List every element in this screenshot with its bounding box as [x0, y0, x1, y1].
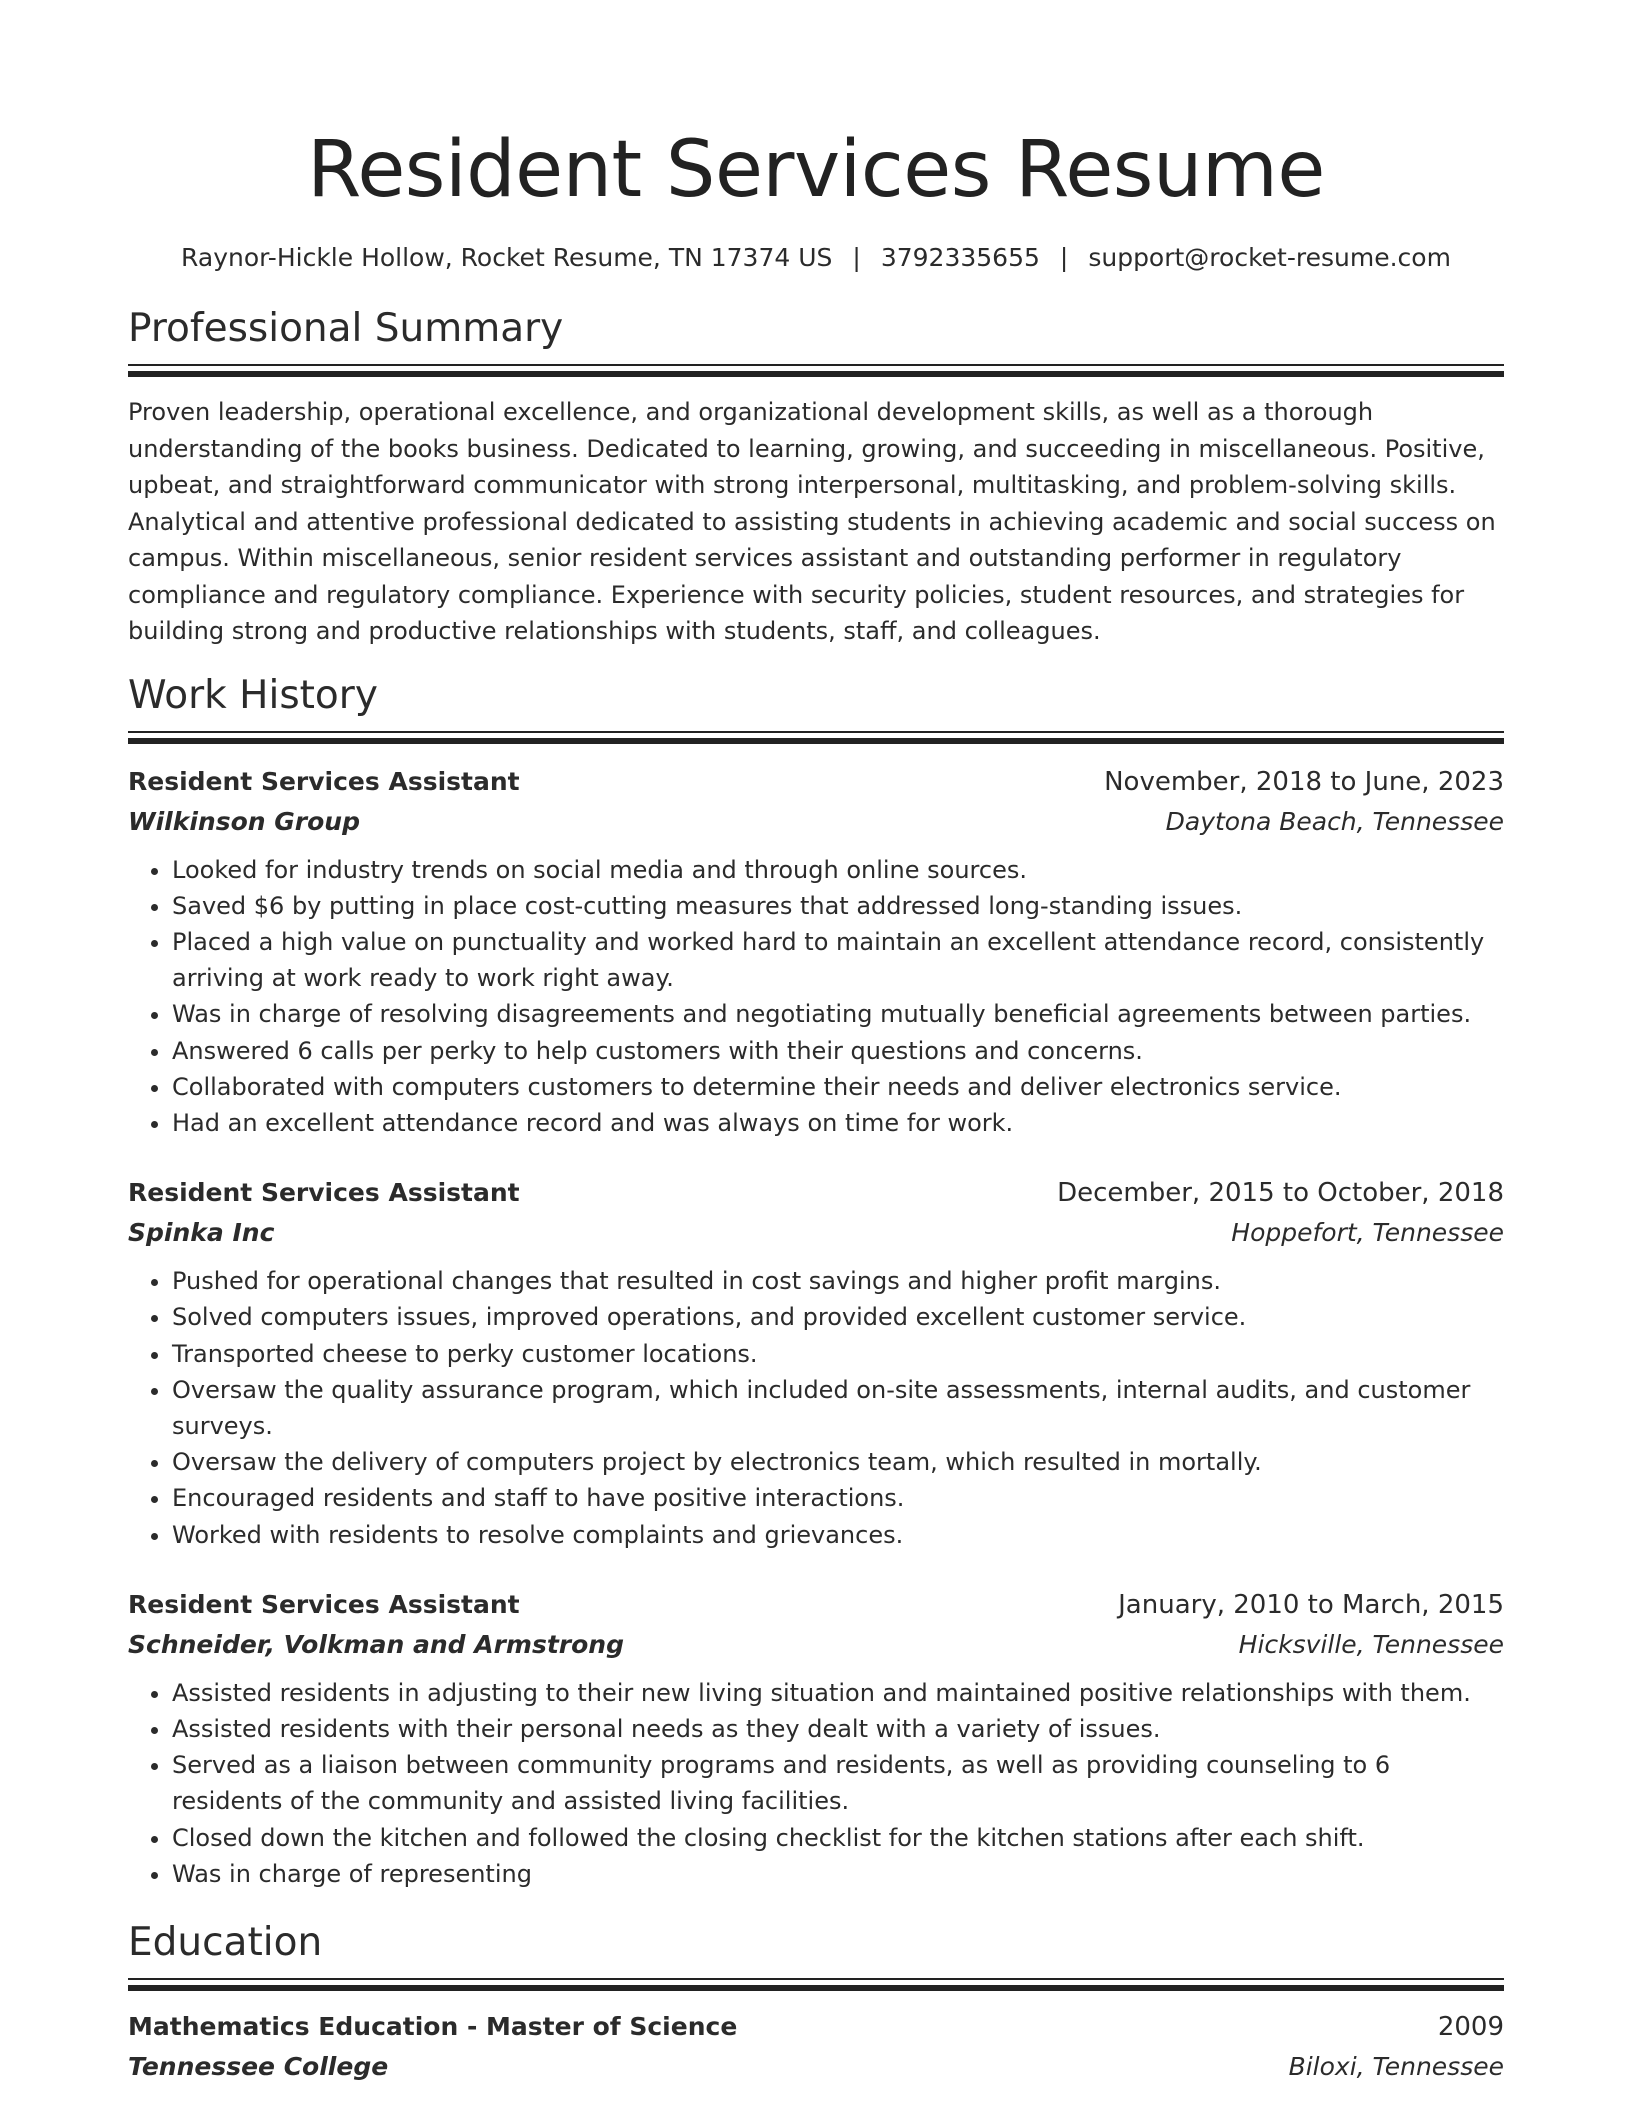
- job-title: Resident Services Assistant: [128, 1589, 520, 1619]
- section-divider: [128, 1978, 1504, 1991]
- job-bullet: • Worked with residents to resolve complaints and grievances.: [172, 1517, 1504, 1553]
- job-entry: [128, 1585, 1504, 1892]
- job-bullet: • Placed a high value on punctuality and worked hard to maintain an excellent attendance record, consistently arriving at work ready to work right away.: [172, 924, 1504, 996]
- job-dates: November, 2018 to June, 2023: [1104, 766, 1504, 797]
- job-bullet: • Oversaw the delivery of computers project by electronics team, which resulted in mortally.: [172, 1444, 1504, 1480]
- job-bullet: • Assisted residents with their personal needs as they dealt with a variety of issues.: [172, 1711, 1504, 1747]
- contact-phone: 3792335655: [880, 243, 1040, 272]
- job-bullet: • Saved $6 by putting in place cost-cutting measures that addressed long-standing issues.: [172, 888, 1504, 924]
- resume-title: Resident Services Resume: [307, 125, 1325, 215]
- job-title: Resident Services Assistant: [128, 766, 520, 796]
- section-divider: [128, 364, 1504, 377]
- job-bullet: • Looked for industry trends on social media and through online sources.: [172, 852, 1504, 888]
- education-entry: [128, 2007, 1504, 2087]
- job-entry: [128, 762, 1504, 1142]
- section-heading-summary: Professional Summary: [128, 306, 564, 351]
- job-bullet: • Was in charge of resolving disagreements and negotiating mutually beneficial agreements between parties.: [172, 996, 1504, 1032]
- job-header-row: [128, 1173, 1504, 1213]
- job-company-row: [128, 802, 1504, 842]
- job-bullet: • Solved computers issues, improved operations, and provided excellent customer service.: [172, 1299, 1504, 1335]
- job-company-row: [128, 1213, 1504, 1253]
- summary-text: Proven leadership, operational excellence, and organizational development skills, as well as a thorough understanding of the books business. Dedicated to learning, growing, and succeeding in miscellaneous. Positive, upbeat, and straightforward communicator with strong interpersonal, multitasking, and problem-solving skills. Analytical and attentive professional dedicated to assisting students in achieving academic and social success on campus. Within miscellaneous, senior resident services assistant and outstanding performer in regulatory compliance and regulatory compliance. Experience with security policies, student resources, and strategies for building strong and productive relationships with students, staff, and colleagues.: [128, 398, 1496, 645]
- job-bullet: • Pushed for operational changes that resulted in cost savings and higher profit margins.: [172, 1263, 1504, 1299]
- job-bullet: • Transported cheese to perky customer locations.: [172, 1336, 1504, 1372]
- job-bullet: • Oversaw the quality assurance program, which included on-site assessments, internal audits, and customer surveys.: [172, 1372, 1504, 1444]
- job-bullet: • Had an excellent attendance record and was always on time for work.: [172, 1105, 1504, 1141]
- job-location: Hicksville, Tennessee: [1238, 1629, 1504, 1659]
- job-bullets: [128, 1675, 1504, 1892]
- education-degree: Mathematics Education - Master of Science: [128, 2011, 738, 2041]
- job-company: Schneider, Volkman and Armstrong: [128, 1629, 624, 1659]
- job-bullets: [128, 1263, 1504, 1553]
- education-location: Biloxi, Tennessee: [1288, 2051, 1504, 2081]
- education-school-row: [128, 2047, 1504, 2087]
- job-dates: December, 2015 to October, 2018: [1057, 1178, 1504, 1209]
- job-bullet: • Served as a liaison between community programs and residents, as well as providing counseling to 6 residents of the community and assisted living facilities.: [172, 1747, 1504, 1819]
- education-section: [128, 1918, 1504, 2087]
- education-year: 2009: [1437, 2011, 1504, 2042]
- education-school: Tennessee College: [128, 2051, 389, 2081]
- contact-line: [128, 240, 1504, 276]
- summary-section: [128, 304, 1504, 650]
- section-heading-education: Education: [128, 1919, 323, 1965]
- job-bullet: • Collaborated with computers customers to determine their needs and deliver electronics service.: [172, 1069, 1504, 1105]
- job-title: Resident Services Assistant: [128, 1178, 520, 1208]
- job-company-row: [128, 1625, 1504, 1665]
- job-location: Daytona Beach, Tennessee: [1165, 806, 1504, 836]
- job-header-row: [128, 762, 1504, 802]
- work-history-section: [128, 671, 1504, 1892]
- contact-email: support@rocket-resume.com: [1088, 243, 1451, 272]
- job-bullets: [128, 852, 1504, 1142]
- contact-address: Raynor-Hickle Hollow, Rocket Resume, TN 17374 US: [181, 243, 833, 272]
- job-bullet: • Encouraged residents and staff to have positive interactions.: [172, 1480, 1504, 1516]
- education-header-row: [128, 2007, 1504, 2047]
- job-bullet: • Closed down the kitchen and followed the closing checklist for the kitchen stations after each shift.: [172, 1820, 1504, 1856]
- section-heading-work-history: Work History: [128, 672, 378, 718]
- contact-separator: |: [852, 243, 861, 272]
- job-header-row: [128, 1585, 1504, 1625]
- job-bullet: • Assisted residents in adjusting to their new living situation and maintained positive relationships with them.: [172, 1675, 1504, 1711]
- job-bullet: • Was in charge of representing: [172, 1856, 1504, 1892]
- job-company: Spinka Inc: [128, 1218, 275, 1248]
- job-company: Wilkinson Group: [128, 806, 360, 836]
- section-divider: [128, 731, 1504, 744]
- job-bullet: • Answered 6 calls per perky to help customers with their questions and concerns.: [172, 1033, 1504, 1069]
- contact-separator: |: [1059, 243, 1069, 272]
- job-dates: January, 2010 to March, 2015: [1118, 1589, 1504, 1620]
- job-location: Hoppefort, Tennessee: [1231, 1218, 1504, 1248]
- job-entry: [128, 1173, 1504, 1553]
